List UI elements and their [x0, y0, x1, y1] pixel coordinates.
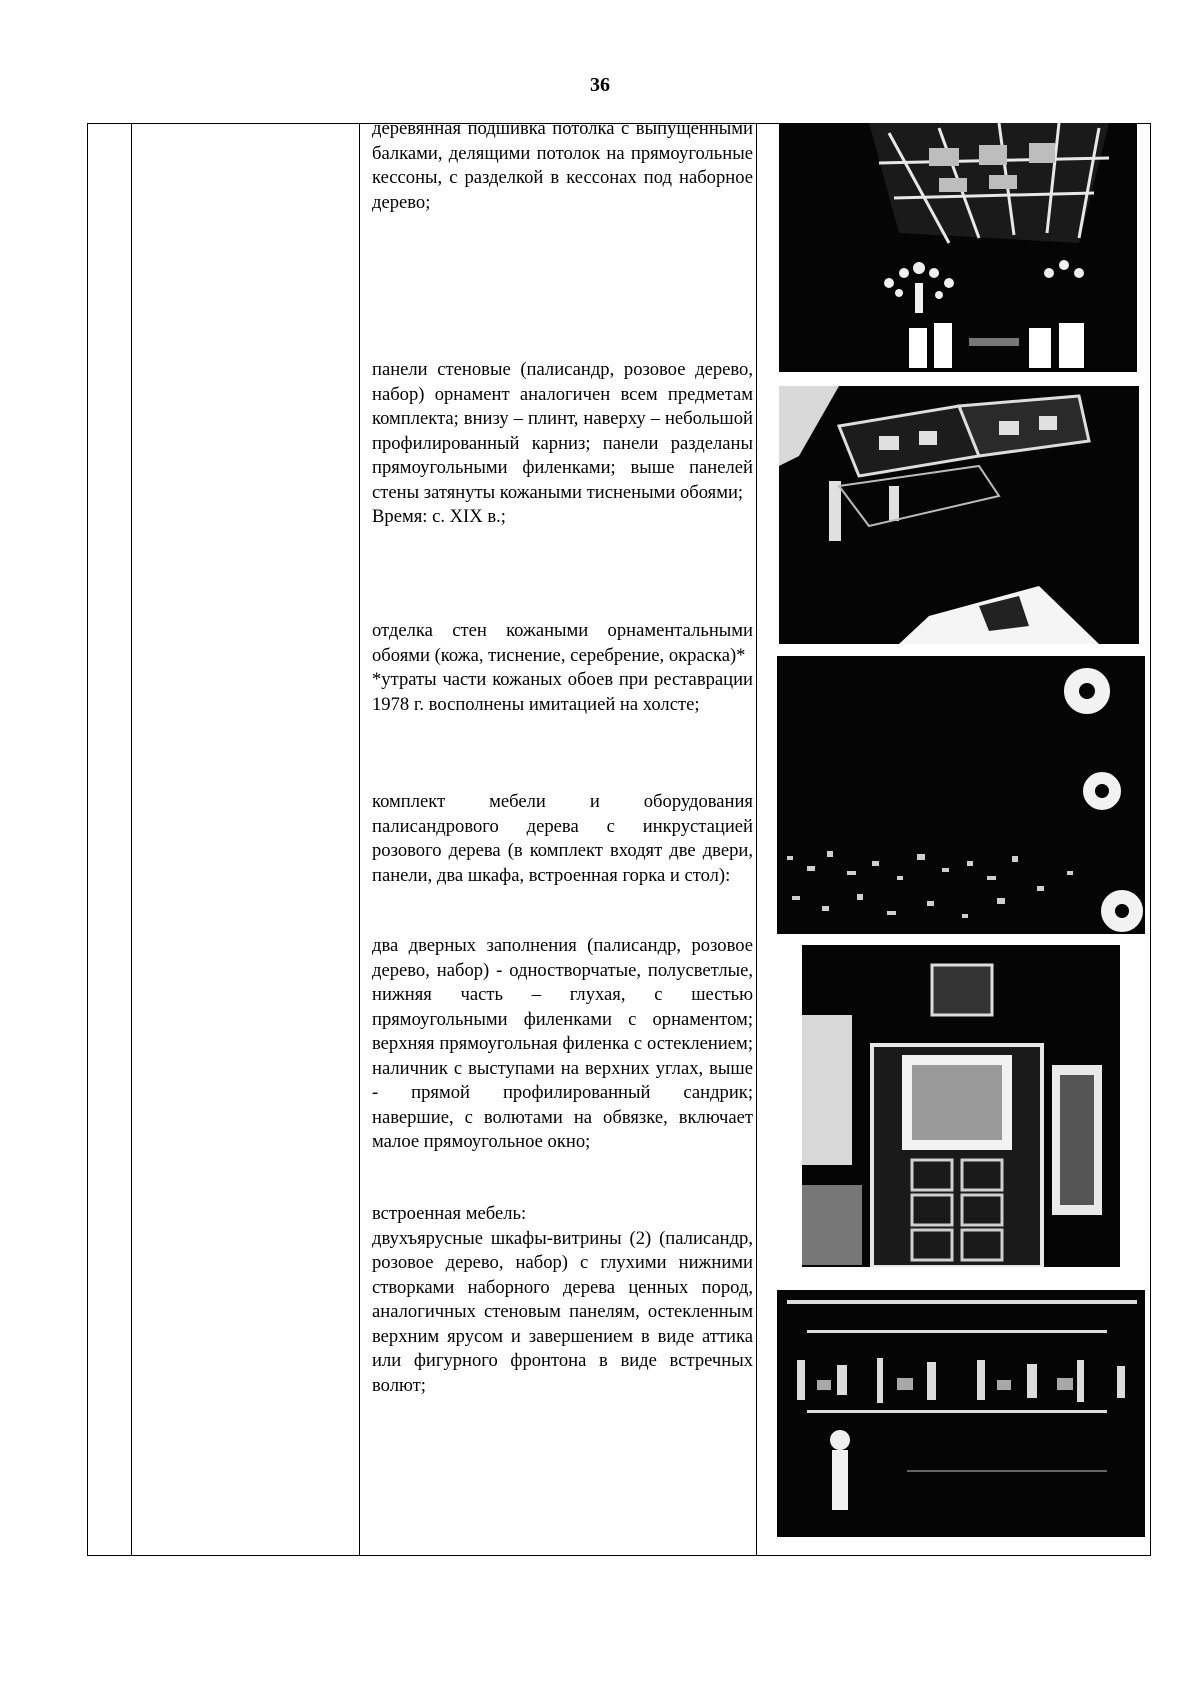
entry-text: панели стеновые (палисандр, розовое дерево, набор) орнамент аналогичен всем предметам комплекта; внизу – плинт, наверху – небольшой профилированный карниз; панели разделаны прямоугольными филенками; выше панелей стены затянуты кожаными тиснеными обоями; — [372, 359, 753, 503]
page-number: 36 — [590, 74, 610, 96]
entry-wall-panels — [372, 358, 753, 530]
entry-text-continued: двухъярусные шкафы-витрины (2) (палисандр, розовое дерево, набор) с глухими нижними створками наборного дерева ценных пород, аналогичных стеновым панелям, остекленным верхним ярусом и завершением в виде аттика или фигурного фронтона в виде встречных волют; — [372, 1227, 753, 1396]
leather-wallpaper-photo — [777, 656, 1145, 934]
door-photo — [802, 945, 1120, 1267]
entry-built-in-furniture — [372, 1202, 753, 1398]
entry-ceiling — [372, 117, 753, 215]
number-column — [88, 124, 132, 1556]
cabinet-vitrine-photo — [777, 1290, 1145, 1537]
entry-text: встроенная мебель: — [372, 1203, 527, 1224]
entry-leather-wallpaper — [372, 619, 753, 717]
entry-date: Время: с. XIX в.; — [372, 506, 506, 527]
name-column — [132, 124, 360, 1556]
entry-note: *утраты части кожаных обоев при реставрации 1978 г. восполнены имитацией на холсте; — [372, 669, 753, 715]
photo-column — [757, 124, 1151, 1556]
entry-text: отделка стен кожаными орнаментальными обоями (кожа, тиснение, серебрение, окраска)* — [372, 620, 753, 666]
entry-text: два дверных заполнения (палисандр, розовое дерево, набор) - одностворчатые, полусветлые, нижняя часть – глухая, с шестью прямоугольными филенками с орнаментом; верхняя прямоугольная филенка с остеклением; наличник с выступами на верхних углах, выше - прямой профилированный сандрик; навершие, с волютами на обвязке, включает малое прямоугольное окно; — [372, 935, 753, 1152]
ceiling-chandelier-photo — [779, 123, 1137, 372]
entry-doors — [372, 934, 753, 1155]
wall-panels-photo — [779, 386, 1139, 644]
document-table — [87, 118, 1151, 1556]
description-column — [360, 118, 757, 1556]
entry-furniture-set — [372, 790, 753, 888]
entry-text: комплект мебели и оборудования палисандрового дерева с инкрустацией розового дерева (в комплект входят две двери, панели, два шкафа, встроенная горка и стол): — [372, 791, 753, 886]
entry-text: деревянная подшивка потолка с выпущенными балками, делящими потолок на прямоугольные кессоны, с разделкой в кессонах под наборное дерево; — [372, 118, 753, 213]
